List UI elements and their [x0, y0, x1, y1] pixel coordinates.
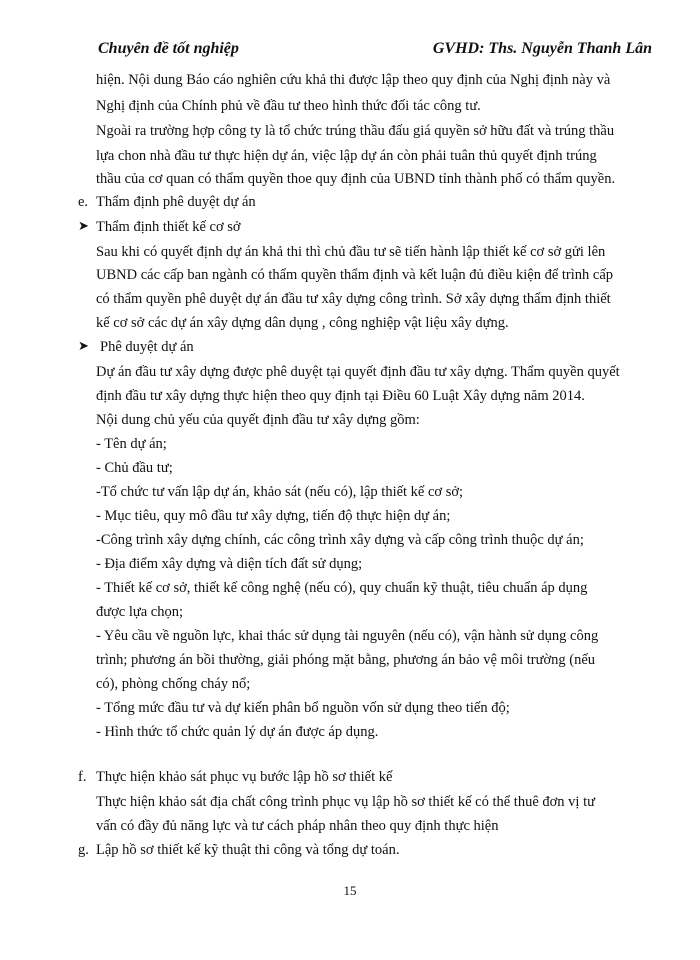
list-item: - Thiết kế cơ sở, thiết kế công nghệ (nếu có), quy chuẩn kỹ thuật, tiêu chuẩn áp dụng — [96, 580, 588, 596]
text-line: Ngoài ra trường hợp công ty là tổ chức trúng thầu đấu giá quyền sở hữu đất và trúng thầu — [96, 123, 615, 139]
text-line: định đầu tư xây dựng thực hiện theo quy định tại Điều 60 Luật Xây dựng năm 2014. — [96, 388, 585, 404]
list-item: - Mục tiêu, quy mô đầu tư xây dựng, tiến độ thực hiện dự án; — [96, 508, 451, 524]
section-title-g: Lập hồ sơ thiết kế kỹ thuật thi công và tổng dự toán. — [96, 842, 400, 858]
text-line: Dự án đầu tư xây dựng được phê duyệt tại quyết định đầu tư xây dựng. Thẩm quyền quyết — [96, 364, 620, 380]
text-line: lựa chon nhà đầu tư thực hiện dự án, việc lập dự án còn phải tuân thủ quyết định trúng — [96, 148, 597, 164]
list-item: - Địa điểm xây dựng và diện tích đất sử dụng; — [96, 556, 363, 572]
section-title-f: Thực hiện khảo sát phục vụ bước lập hồ sơ thiết kế — [96, 769, 393, 785]
section-title-e: Thẩm định phê duyệt dự án — [96, 194, 256, 210]
text-line: UBND các cấp ban ngành có thẩm quyền thẩm định và kết luận đủ điều kiện để trình cấp — [96, 267, 614, 283]
text-line: hiện. Nội dung Báo cáo nghiên cứu khả thi được lập theo quy định của Nghị định này và — [96, 72, 611, 88]
header-right: GVHD: Ths. Nguyễn Thanh Lân — [432, 40, 652, 57]
list-item: -Công trình xây dựng chính, các công trình xây dựng và cấp công trình thuộc dự án; — [96, 532, 584, 548]
list-item: -Tổ chức tư vấn lập dự án, khảo sát (nếu có), lập thiết kế cơ sở; — [96, 484, 464, 500]
list-item: - Tổng mức đầu tư và dự kiến phân bổ nguồn vốn sử dụng theo tiến độ; — [96, 700, 510, 716]
list-item: - Tên dự án; — [96, 436, 167, 452]
section-marker-f: f. — [78, 769, 87, 785]
text-line: Nghị định của Chính phủ về đầu tư theo hình thức đối tác công tư. — [96, 98, 481, 114]
text-line: thầu của cơ quan có thẩm quyền thoe quy định của UBND tỉnh thành phố có thẩm quyền. — [96, 171, 616, 187]
section-marker-e: e. — [78, 194, 89, 210]
text-line: vấn có đầy đủ năng lực và tư cách pháp nhân theo quy định thực hiện — [96, 818, 499, 834]
list-item: - Yêu cầu về nguồn lực, khai thác sử dụng tài nguyên (nếu có), vận hành sử dụng công — [96, 628, 599, 644]
header-left: Chuyên đề tốt nghiệp — [98, 40, 239, 57]
page-number: 15 — [343, 883, 357, 898]
list-item: - Chủ đầu tư; — [96, 460, 173, 476]
text-line: có thẩm quyền phê duyệt dự án đầu tư xây dựng công trình. Sở xây dựng thẩm định thiết — [96, 291, 611, 307]
list-item: trình; phương án bồi thường, giải phóng mặt bằng, phương án bảo vệ môi trường (nếu — [96, 652, 596, 668]
text-line: Nội dung chủ yếu của quyết định đầu tư xây dựng gồm: — [96, 412, 420, 428]
bullet-title-phe-duyet: Phê duyệt dự án — [100, 339, 194, 355]
bullet-title-thiet-ke: Thẩm định thiết kế cơ sở — [96, 219, 241, 235]
text-line: Sau khi có quyết định dự án khả thi thì chủ đầu tư sẽ tiến hành lập thiết kế cơ sở gửi lên — [96, 244, 606, 260]
arrow-bullet-icon: ➤ — [78, 219, 89, 234]
arrow-bullet-icon: ➤ — [78, 339, 89, 354]
list-item: - Hình thức tổ chức quản lý dự án được áp dụng. — [96, 724, 379, 740]
list-item: được lựa chọn; — [96, 604, 183, 620]
list-item: có), phòng chống cháy nổ; — [96, 676, 251, 692]
text-line: Thực hiện khảo sát địa chất công trình phục vụ lập hồ sơ thiết kế có thể thuê đơn vị tư — [96, 794, 595, 810]
text-line: kế cơ sở các dự án xây dựng dân dụng , công nghiệp vật liệu xây dựng. — [96, 315, 509, 331]
section-marker-g: g. — [78, 842, 89, 858]
